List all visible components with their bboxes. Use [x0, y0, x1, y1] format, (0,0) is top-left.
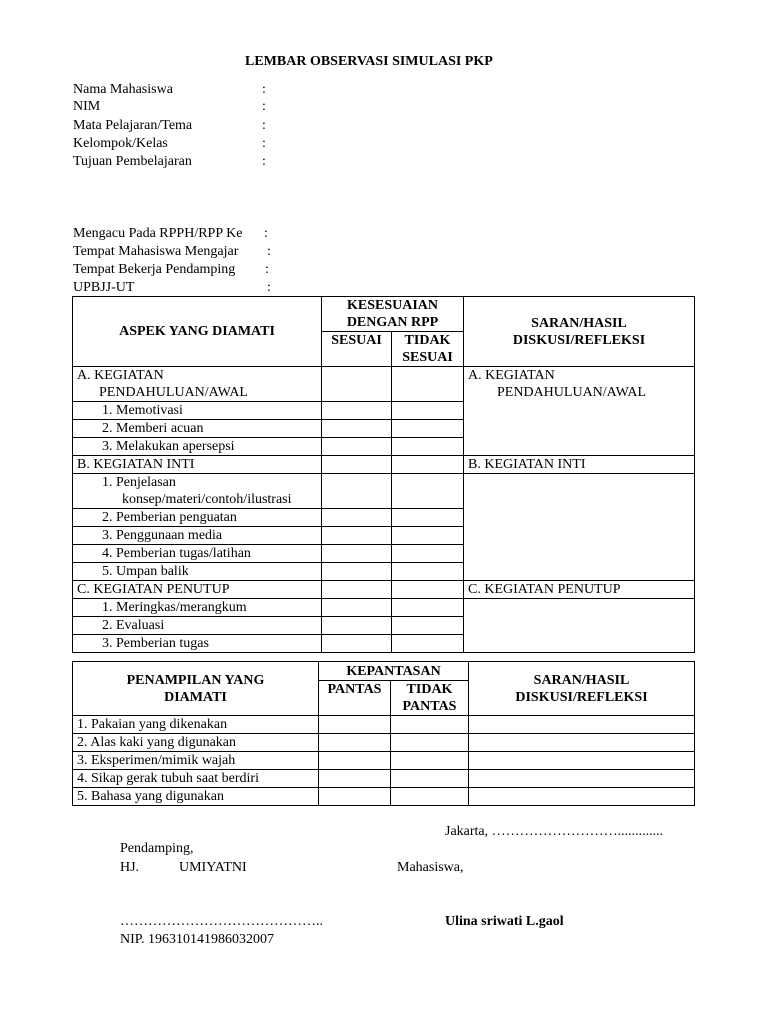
- header-pantas: PANTAS: [319, 681, 391, 716]
- field-label: Tujuan Pembelajaran: [73, 154, 192, 169]
- cell-sesuai[interactable]: [322, 367, 392, 402]
- field-label: Nama Mahasiswa: [73, 82, 173, 97]
- page-title: LEMBAR OBSERVASI SIMULASI PKP: [245, 54, 493, 69]
- cell-sesuai[interactable]: [322, 402, 392, 420]
- field-label: Tempat Mahasiswa Mengajar: [73, 244, 239, 259]
- header-tidak-sesuai: TIDAK SESUAI: [392, 332, 464, 367]
- mahasiswa-label: Mahasiswa,: [397, 860, 464, 875]
- cell-sesuai[interactable]: [322, 509, 392, 527]
- field-colon: :: [267, 244, 271, 259]
- table-row: 2. Memberi acuan: [73, 420, 322, 438]
- cell-tidak-sesuai[interactable]: [392, 635, 464, 653]
- cell-saran[interactable]: [469, 770, 695, 788]
- cell-pantas[interactable]: [319, 788, 391, 806]
- table-row: 1. Memotivasi: [73, 402, 322, 420]
- observation-table: [72, 296, 695, 653]
- mahasiswa-name: Ulina sriwati L.gaol: [445, 914, 564, 929]
- field-colon: :: [264, 226, 268, 241]
- header-penampilan: PENAMPILAN YANG DIAMATI: [73, 662, 319, 716]
- saran-section-b-label: B. KEGIATAN INTI: [464, 456, 695, 474]
- cell-sesuai[interactable]: [322, 420, 392, 438]
- cell-tidak-sesuai[interactable]: [392, 402, 464, 420]
- table-row: 1. Pakaian yang dikenakan: [73, 716, 319, 734]
- table-row: 4. Sikap gerak tubuh saat berdiri: [73, 770, 319, 788]
- cell-sesuai[interactable]: [322, 527, 392, 545]
- header-kepantasan: KEPANTASAN: [319, 662, 469, 681]
- table-row: 1. Meringkas/merangkum: [73, 599, 322, 617]
- cell-pantas[interactable]: [319, 752, 391, 770]
- cell-tidak-pantas[interactable]: [391, 788, 469, 806]
- cell-sesuai[interactable]: [322, 456, 392, 474]
- place-date: Jakarta, ……………………….............: [445, 824, 664, 839]
- cell-tidak-sesuai[interactable]: [392, 509, 464, 527]
- signature-line: ……………………………………..: [120, 914, 323, 929]
- cell-saran[interactable]: [469, 752, 695, 770]
- cell-sesuai[interactable]: [322, 438, 392, 456]
- table-row: 5. Bahasa yang digunakan: [73, 788, 319, 806]
- cell-tidak-sesuai[interactable]: [392, 617, 464, 635]
- header-saran: SARAN/HASIL DISKUSI/REFLEKSI: [469, 662, 695, 716]
- field-label: NIM: [73, 99, 101, 114]
- pendamping-name: UMIYATNI: [179, 860, 247, 875]
- table-row: 1. Penjelasan konsep/materi/contoh/ilustrasi: [73, 474, 322, 509]
- cell-saran[interactable]: [469, 734, 695, 752]
- cell-tidak-pantas[interactable]: [391, 770, 469, 788]
- cell-sesuai[interactable]: [322, 474, 392, 509]
- cell-pantas[interactable]: [319, 770, 391, 788]
- cell-tidak-sesuai[interactable]: [392, 456, 464, 474]
- cell-sesuai[interactable]: [322, 599, 392, 617]
- field-colon: :: [262, 154, 266, 169]
- cell-sesuai[interactable]: [322, 581, 392, 599]
- table-row: 5. Umpan balik: [73, 563, 322, 581]
- header-aspek: ASPEK YANG DIAMATI: [73, 297, 322, 367]
- cell-tidak-sesuai[interactable]: [392, 527, 464, 545]
- cell-tidak-pantas[interactable]: [391, 734, 469, 752]
- field-label: Mengacu Pada RPPH/RPP Ke: [73, 226, 243, 241]
- table-row: 3. Pemberian tugas: [73, 635, 322, 653]
- saran-section-c[interactable]: [464, 599, 695, 653]
- cell-tidak-sesuai[interactable]: [392, 545, 464, 563]
- appearance-table: [72, 661, 695, 806]
- field-colon: :: [262, 82, 266, 97]
- header-kesesuaian: KESESUAIAN DENGAN RPP: [322, 297, 464, 332]
- pendamping-title: HJ.: [120, 860, 140, 875]
- cell-pantas[interactable]: [319, 716, 391, 734]
- cell-tidak-sesuai[interactable]: [392, 581, 464, 599]
- cell-tidak-sesuai[interactable]: [392, 599, 464, 617]
- field-colon: :: [265, 262, 269, 277]
- table-row: 2. Pemberian penguatan: [73, 509, 322, 527]
- field-colon: :: [262, 118, 266, 133]
- cell-tidak-sesuai[interactable]: [392, 367, 464, 402]
- field-colon: :: [262, 99, 266, 114]
- table-row: 2. Alas kaki yang digunakan: [73, 734, 319, 752]
- cell-sesuai[interactable]: [322, 563, 392, 581]
- table-row: 3. Melakukan apersepsi: [73, 438, 322, 456]
- field-label: Kelompok/Kelas: [73, 136, 168, 151]
- cell-saran[interactable]: [469, 716, 695, 734]
- field-label: Mata Pelajaran/Tema: [73, 118, 193, 133]
- section-a-label: A. KEGIATAN PENDAHULUAN/AWAL: [73, 367, 322, 402]
- section-c-label: C. KEGIATAN PENUTUP: [73, 581, 322, 599]
- saran-section-b[interactable]: [464, 474, 695, 581]
- table-row: 3. Eksperimen/mimik wajah: [73, 752, 319, 770]
- cell-tidak-pantas[interactable]: [391, 716, 469, 734]
- table-row: 4. Pemberian tugas/latihan: [73, 545, 322, 563]
- header-tidak-pantas: TIDAK PANTAS: [391, 681, 469, 716]
- cell-pantas[interactable]: [319, 734, 391, 752]
- table-row: 2. Evaluasi: [73, 617, 322, 635]
- cell-saran[interactable]: [469, 788, 695, 806]
- header-saran: SARAN/HASIL DISKUSI/REFLEKSI: [464, 297, 695, 367]
- cell-tidak-sesuai[interactable]: [392, 420, 464, 438]
- table-row: 3. Penggunaan media: [73, 527, 322, 545]
- field-colon: :: [267, 280, 271, 295]
- cell-tidak-sesuai[interactable]: [392, 438, 464, 456]
- field-label: UPBJJ-UT: [73, 280, 135, 295]
- field-label: Tempat Bekerja Pendamping: [73, 262, 236, 277]
- cell-sesuai[interactable]: [322, 635, 392, 653]
- cell-sesuai[interactable]: [322, 617, 392, 635]
- cell-tidak-sesuai[interactable]: [392, 563, 464, 581]
- nip: NIP. 196310141986032007: [120, 932, 275, 947]
- cell-tidak-pantas[interactable]: [391, 752, 469, 770]
- pendamping-label: Pendamping,: [120, 841, 194, 856]
- field-colon: :: [262, 136, 266, 151]
- saran-section-a[interactable]: A. KEGIATAN PENDAHULUAN/AWAL: [464, 367, 695, 456]
- saran-section-c-label: C. KEGIATAN PENUTUP: [464, 581, 695, 599]
- header-sesuai: SESUAI: [322, 332, 392, 367]
- cell-tidak-sesuai[interactable]: [392, 474, 464, 509]
- section-b-label: B. KEGIATAN INTI: [73, 456, 322, 474]
- cell-sesuai[interactable]: [322, 545, 392, 563]
